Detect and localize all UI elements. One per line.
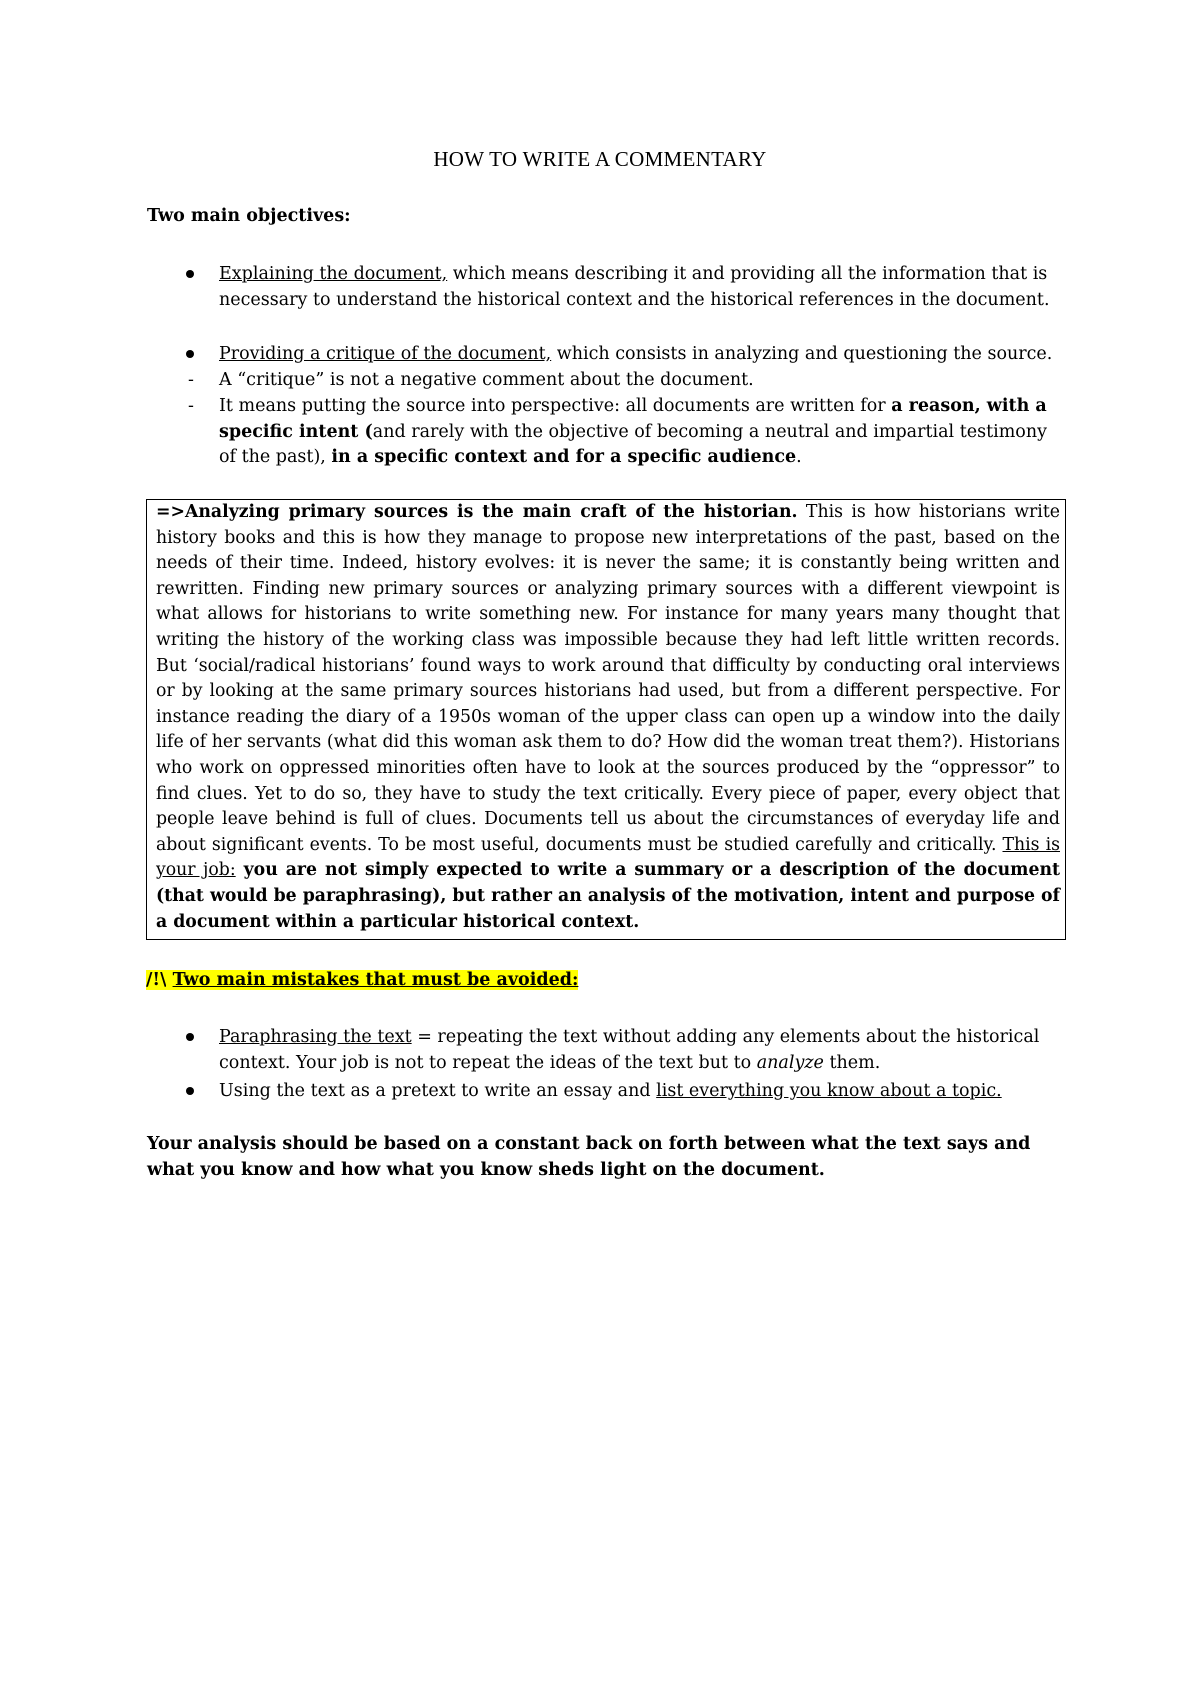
bullet-dot-icon [186,1087,194,1095]
dash-text: and rarely with the objective of becoming a neutral and impartial testimony of the past), [219,421,1047,467]
mistake-text: = repeating the text without adding any elements about the historical context. Your job is not to repeat the ideas of the text but to [219,1027,1040,1073]
mistake-text: Using the text as a pretext to write an essay and [219,1081,657,1101]
warning-icon: /!\ [146,970,167,990]
mistake-lead: Paraphrasing the text [219,1027,412,1047]
page-title: HOW TO WRITE A COMMENTARY [433,147,767,171]
bullet-dot-icon [186,350,194,358]
mistake-underlined: list everything you know about a topic. [656,1081,1002,1101]
dash-text: It means putting the source into perspective: all documents are written for [219,396,892,416]
dash-bold-text: a reason, with a specific intent ( [219,396,1047,442]
dash-item-perspective [219,394,1067,471]
objectives-heading: Two main objectives: [147,206,351,226]
final-statement: Your analysis should be based on a constant back on forth between what the text says and what you know and how what you know sheds light on the document. [147,1134,1031,1180]
dash-marker: - [188,396,194,416]
historian-craft-box [146,499,1066,940]
dash-item-critique-meaning: A “critique” is not a negative comment about the document. [219,370,754,390]
objective-lead: Explaining the document, [219,264,448,284]
mistake-text: them. [823,1052,881,1073]
box-conclusion: you are not simply expected to write a summary or a description of the document (that would be paraphrasing), but rather an analysis of the motivation, intent and purpose of a document within a particular historical context. [156,860,1060,932]
objective-text: which consists in analyzing and questioning the source. [551,344,1053,364]
objective-critique [219,342,1067,368]
objective-lead: Providing a critique of the document, [219,344,552,364]
mistake-paraphrasing [219,1025,1067,1076]
box-lead: =>Analyzing primary sources is the main craft of the historian. [156,502,798,522]
dash-bold-text: in a specific context and for a specific audience [331,447,797,467]
bullet-dot-icon [186,270,194,278]
bullet-dot-icon [186,1033,194,1041]
dash-text: . [796,447,802,467]
mistakes-heading [146,968,578,994]
objective-text: which means describing it and providing all the information that is necessary to understand the historical context and the historical references in the document. [219,264,1050,310]
objective-explaining [219,262,1067,313]
box-job-label: This is your job: [156,834,1060,881]
box-body: This is how historians write history books and this is how they manage to propose new interpretations of the past, based on the needs of their time. Indeed, history evolves: it is never the same; it is constantly being written and rewritten. Finding new primary sources or analyzing primary sources with a different viewpoint is what allows for historians to write something new. For instance for many years many thought that writing the history of the working class was impossible because they had left little written records. But ‘social/radical historians’ found ways to work around that difficulty by conducting oral interviews or by looking at the same primary sources historians had used, but from a different perspective. For instance reading the diary of a 1950s woman of the upper class can open up a window into the daily life of her servants (what did this woman ask them to do? How did the woman treat them?). Historians who work on oppressed minorities often have to look at the sources produced by the “oppressor” to find clues. Yet to do so, they have to study the text critically. Every piece of paper, every object that people leave behind is full of clues. Documents tell us about the circumstances of everyday life and about significant events. To be most useful, documents must be studied carefully and critically. [156,502,1060,855]
dash-marker: - [188,370,194,390]
mistake-emphasis: analyze [756,1052,824,1073]
mistakes-heading-text: Two main mistakes that must be avoided: [172,970,579,990]
mistake-pretext [219,1079,1067,1105]
